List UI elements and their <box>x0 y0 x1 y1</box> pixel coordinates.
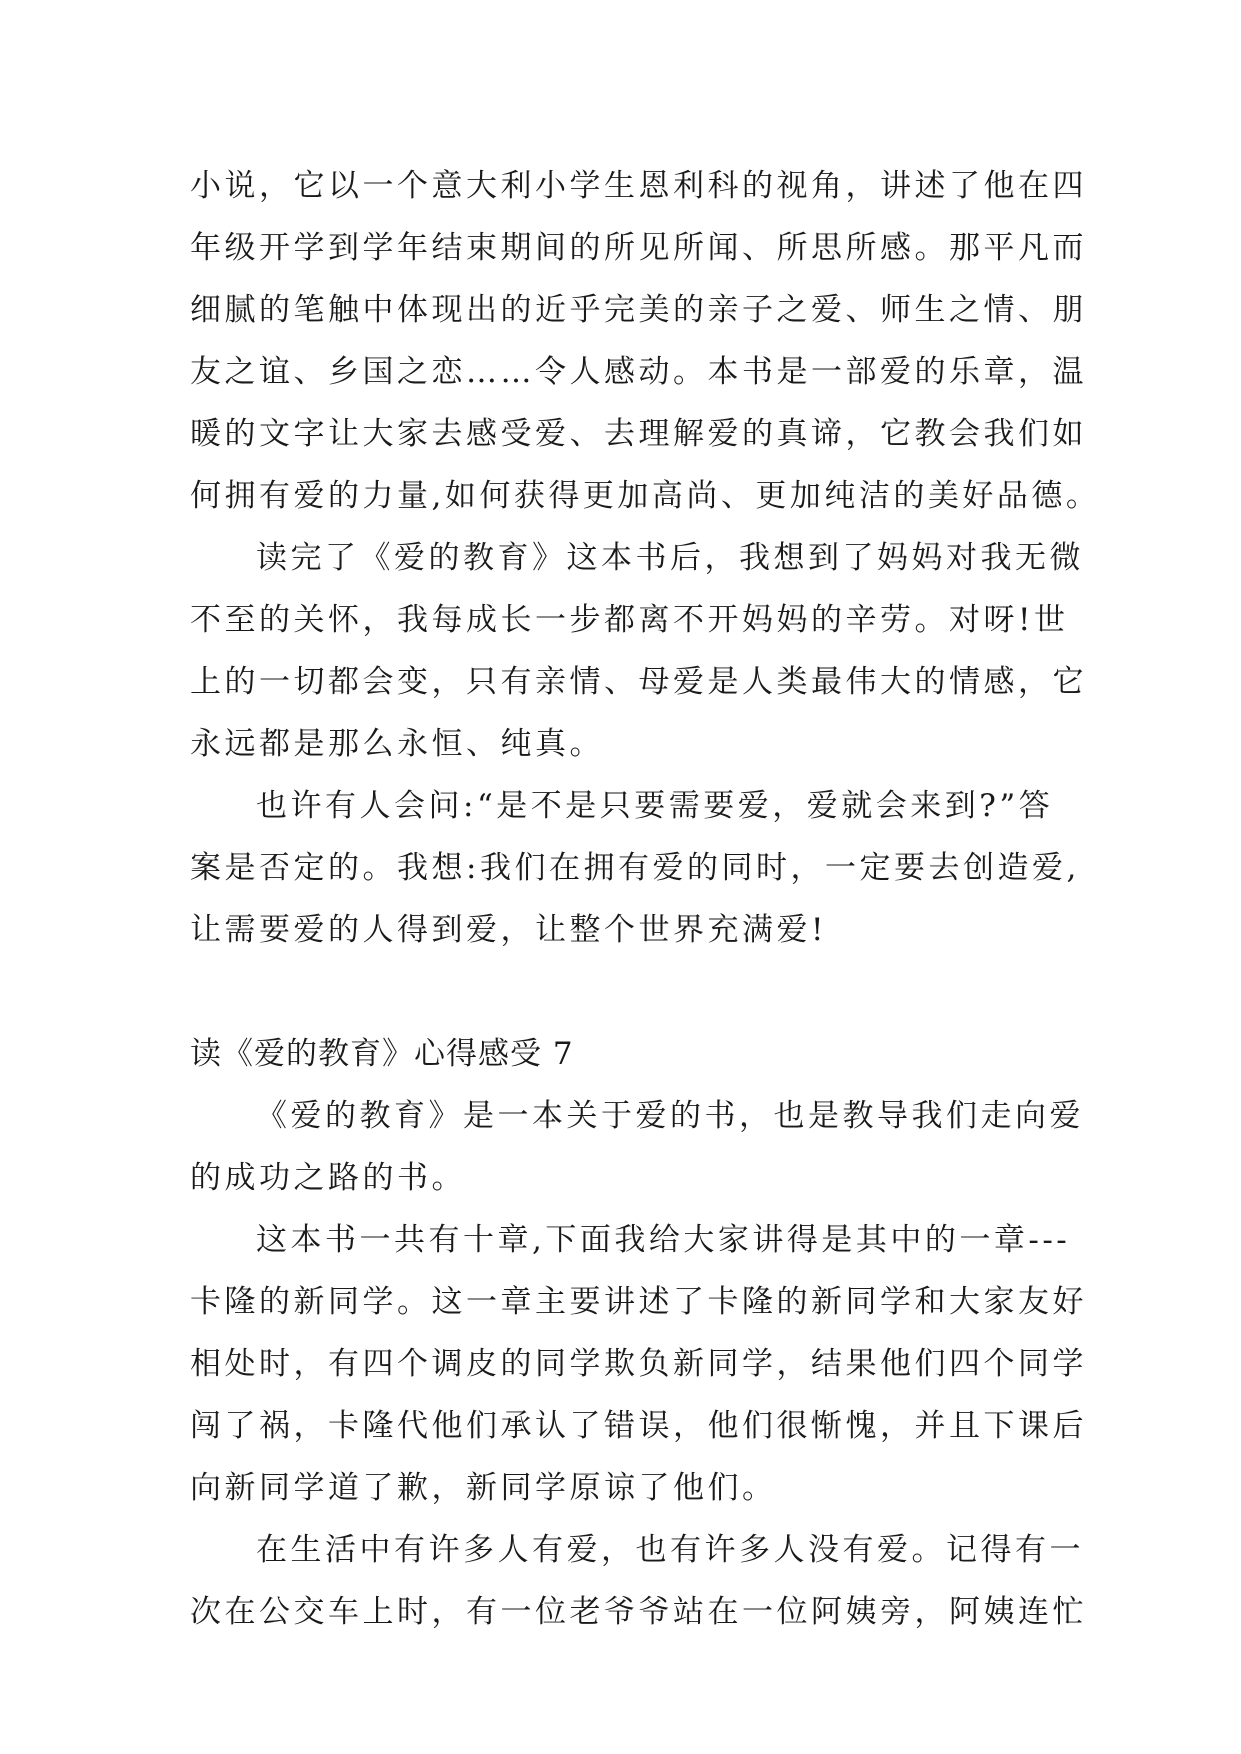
text-line: 不至的关怀，我每成长一步都离不开妈妈的辛劳。对呀!世 <box>190 602 1069 638</box>
paragraph <box>190 775 1080 961</box>
text-line: 向新同学道了歉，新同学原谅了他们。 <box>190 1470 777 1506</box>
text-line: 这本书一共有十章,下面我给大家讲得是其中的一章--- <box>256 1222 1071 1258</box>
text-line: 小说，它以一个意大利小学生恩利科的视角，讲述了他在四 <box>190 168 1087 204</box>
text-line: 在生活中有许多人有爱，也有许多人没有爱。记得有一 <box>256 1532 1084 1568</box>
document-body <box>190 155 1101 1643</box>
text-line: 闯了祸，卡隆代他们承认了错误，他们很惭愧，并且下课后 <box>190 1408 1087 1444</box>
text-line: 上的一切都会变，只有亲情、母爱是人类最伟大的情感，它 <box>190 664 1087 700</box>
text-line: 年级开学到学年结束期间的所见所闻、所思所感。那平凡而 <box>190 230 1087 266</box>
text-line: 永远都是那么永恒、纯真。 <box>190 726 604 762</box>
text-line: 暖的文字让大家去感受爱、去理解爱的真谛，它教会我们如 <box>190 416 1087 452</box>
text-line: 让需要爱的人得到爱，让整个世界充满爱! <box>190 912 827 948</box>
text-line: 也许有人会问:“是不是只要需要爱，爱就会来到?”答 <box>256 788 1054 824</box>
section-spacer <box>190 961 1055 1023</box>
text-line: 的成功之路的书。 <box>190 1160 466 1196</box>
text-line: 何拥有爱的力量,如何获得更加高尚、更加纯洁的美好品德。 <box>190 478 1101 514</box>
paragraph-continuation <box>190 155 1101 527</box>
paragraph <box>190 527 1087 775</box>
text-line: 读完了《爱的教育》这本书后，我想到了妈妈对我无微 <box>256 540 1084 576</box>
text-line: 次在公交车上时，有一位老爷爷站在一位阿姨旁，阿姨连忙 <box>190 1594 1087 1630</box>
text-line: 友之谊、乡国之恋……令人感动。本书是一部爱的乐章，温 <box>190 354 1087 390</box>
paragraph <box>190 1085 1084 1209</box>
text-line: 《爱的教育》是一本关于爱的书，也是教导我们走向爱 <box>256 1098 1084 1134</box>
text-line: 案是否定的。我想:我们在拥有爱的同时，一定要去创造爱, <box>190 850 1080 886</box>
text-line: 细腻的笔触中体现出的近乎完美的亲子之爱、师生之情、朋 <box>190 292 1087 328</box>
section-heading: 读《爱的教育》心得感受 7 <box>190 1036 574 1072</box>
text-line: 卡隆的新同学。这一章主要讲述了卡隆的新同学和大家友好 <box>190 1284 1087 1320</box>
paragraph <box>190 1209 1087 1519</box>
paragraph <box>190 1519 1087 1643</box>
text-line: 相处时，有四个调皮的同学欺负新同学，结果他们四个同学 <box>190 1346 1087 1382</box>
